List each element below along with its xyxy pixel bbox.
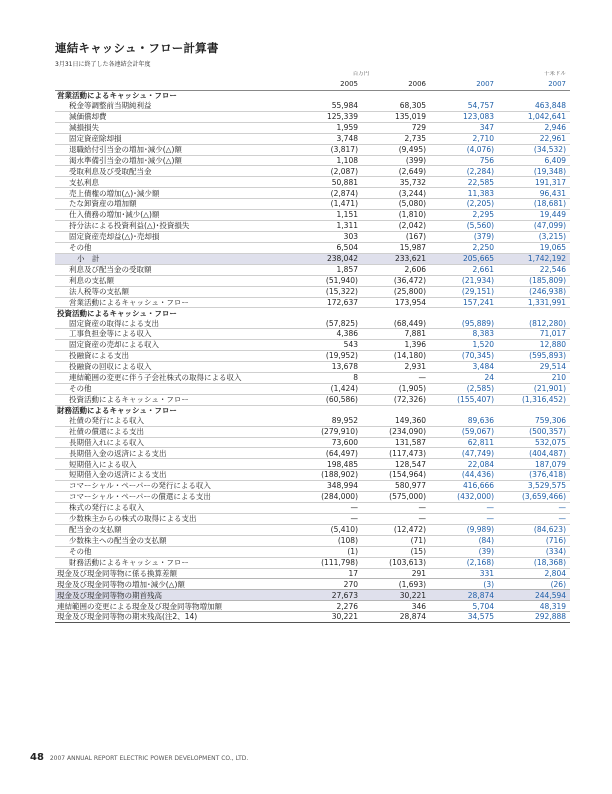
value-cell: 73,600: [292, 437, 362, 448]
value-cell: —: [430, 503, 498, 514]
row-label: 渇水準備引当金の増加･減少(△)額: [55, 155, 292, 166]
value-cell: 135,019: [362, 111, 430, 122]
value-cell: —: [362, 503, 430, 514]
table-row: [55, 329, 570, 340]
row-label: 支払利息: [55, 177, 292, 188]
value-cell: (25,800): [362, 286, 430, 297]
row-label: 投資活動によるキャッシュ・フロー: [55, 394, 292, 405]
year-header: 2007: [498, 79, 570, 91]
value-cell: 729: [362, 122, 430, 133]
table-row: [55, 437, 570, 448]
value-cell: 1,331,991: [498, 297, 570, 308]
value-cell: 331: [430, 568, 498, 579]
section-header: 営業活動によるキャッシュ・フロー: [55, 91, 570, 101]
value-cell: (1,810): [362, 210, 430, 221]
value-cell: (2,042): [362, 221, 430, 232]
row-label: 投融資の回収による収入: [55, 362, 292, 373]
table-row: [55, 340, 570, 351]
row-label: 連結範囲の変更に伴う子会社株式の取得による収入: [55, 372, 292, 383]
row-label: 受取利息及び受取配当金: [55, 166, 292, 177]
value-cell: —: [292, 513, 362, 524]
value-cell: 7,881: [362, 329, 430, 340]
value-cell: 24: [430, 372, 498, 383]
value-cell: 463,848: [498, 101, 570, 111]
value-cell: (57,825): [292, 318, 362, 328]
value-cell: 303: [292, 231, 362, 242]
row-label: 仕入債務の増加･減少(△)額: [55, 210, 292, 221]
value-cell: (117,473): [362, 448, 430, 459]
table-row: [55, 546, 570, 557]
value-cell: (5,080): [362, 199, 430, 210]
table-row: [55, 503, 570, 514]
row-label: 現金及び現金同等物に係る換算差額: [55, 568, 292, 579]
value-cell: 580,977: [362, 481, 430, 492]
value-cell: (284,000): [292, 492, 362, 503]
row-label: 持分法による投資利益(△)･投資損失: [55, 221, 292, 232]
value-cell: (376,418): [498, 470, 570, 481]
value-cell: (334): [498, 546, 570, 557]
value-cell: (575,000): [362, 492, 430, 503]
value-cell: 416,666: [430, 481, 498, 492]
year-header: 2007: [430, 79, 498, 91]
value-cell: (595,893): [498, 351, 570, 362]
value-cell: 2,735: [362, 133, 430, 144]
value-cell: —: [498, 503, 570, 514]
table-row: [55, 590, 570, 601]
value-cell: (812,280): [498, 318, 570, 328]
value-cell: (716): [498, 535, 570, 546]
year-header: 2005: [292, 79, 362, 91]
value-cell: 19,065: [498, 242, 570, 253]
value-cell: (84,623): [498, 524, 570, 535]
value-cell: 19,449: [498, 210, 570, 221]
value-cell: 2,250: [430, 242, 498, 253]
table-row: [55, 144, 570, 155]
value-cell: 1,742,192: [498, 253, 570, 264]
value-cell: (2,284): [430, 166, 498, 177]
value-cell: 62,811: [430, 437, 498, 448]
value-cell: —: [498, 513, 570, 524]
table-row: [55, 557, 570, 568]
page-footer: [30, 752, 248, 763]
value-cell: (12,472): [362, 524, 430, 535]
table-row: [55, 470, 570, 481]
table-row: [55, 535, 570, 546]
row-label: 財務活動によるキャッシュ・フロー: [55, 557, 292, 568]
value-cell: 3,529,575: [498, 481, 570, 492]
value-cell: 8,383: [430, 329, 498, 340]
row-label: 長期借入金の返済による支出: [55, 448, 292, 459]
table-row: [55, 612, 570, 623]
table-row: [55, 210, 570, 221]
table-row: [55, 199, 570, 210]
value-cell: (64,497): [292, 448, 362, 459]
table-row: [55, 481, 570, 492]
table-row: [55, 426, 570, 437]
value-cell: (71): [362, 535, 430, 546]
value-cell: 2,276: [292, 601, 362, 612]
value-cell: 35,732: [362, 177, 430, 188]
value-cell: 270: [292, 579, 362, 590]
unit-usd: 千米ドル: [544, 71, 567, 78]
value-cell: 68,305: [362, 101, 430, 111]
row-label: 工事負担金等による収入: [55, 329, 292, 340]
value-cell: (3,244): [362, 188, 430, 199]
value-cell: 30,221: [292, 612, 362, 623]
value-cell: (68,449): [362, 318, 430, 328]
row-label: 少数株主からの株式の取得による支出: [55, 513, 292, 524]
table-row: [55, 492, 570, 503]
table-row: [55, 416, 570, 426]
row-label: 配当金の支払額: [55, 524, 292, 535]
value-cell: 8: [292, 372, 362, 383]
value-cell: 128,547: [362, 459, 430, 470]
value-cell: 2,946: [498, 122, 570, 133]
value-cell: (404,487): [498, 448, 570, 459]
value-cell: (1,905): [362, 383, 430, 394]
value-cell: 2,804: [498, 568, 570, 579]
value-cell: 28,874: [362, 612, 430, 623]
row-label: 株式の発行による収入: [55, 503, 292, 514]
value-cell: 22,585: [430, 177, 498, 188]
value-cell: (3,215): [498, 231, 570, 242]
value-cell: (60,586): [292, 394, 362, 405]
value-cell: (3,817): [292, 144, 362, 155]
value-cell: 55,984: [292, 101, 362, 111]
table-row: [55, 253, 570, 264]
table-row: [55, 568, 570, 579]
value-cell: (103,613): [362, 557, 430, 568]
table-row: [55, 166, 570, 177]
value-cell: 2,295: [430, 210, 498, 221]
value-cell: (14,180): [362, 351, 430, 362]
value-cell: 123,083: [430, 111, 498, 122]
value-cell: 28,874: [430, 590, 498, 601]
value-cell: 347: [430, 122, 498, 133]
value-cell: (36,472): [362, 275, 430, 286]
value-cell: 348,994: [292, 481, 362, 492]
value-cell: (154,964): [362, 470, 430, 481]
value-cell: 149,360: [362, 416, 430, 426]
value-cell: 71,017: [498, 329, 570, 340]
value-cell: (15): [362, 546, 430, 557]
value-cell: (1,424): [292, 383, 362, 394]
value-cell: 292,888: [498, 612, 570, 623]
value-cell: 96,431: [498, 188, 570, 199]
section-header: 投資活動によるキャッシュ・フロー: [55, 308, 570, 318]
table-row: [55, 513, 570, 524]
value-cell: (9,989): [430, 524, 498, 535]
value-cell: 34,575: [430, 612, 498, 623]
table-row: [55, 221, 570, 232]
value-cell: (47,099): [498, 221, 570, 232]
footer-text: 2007 ANNUAL REPORT ELECTRIC POWER DEVELOPMENT CO., LTD.: [49, 755, 249, 762]
unit-row: [55, 71, 570, 79]
value-cell: (432,000): [430, 492, 498, 503]
value-cell: (72,326): [362, 394, 430, 405]
value-cell: 532,075: [498, 437, 570, 448]
value-cell: —: [292, 503, 362, 514]
row-label: その他: [55, 242, 292, 253]
value-cell: (279,910): [292, 426, 362, 437]
value-cell: 17: [292, 568, 362, 579]
table-row: [55, 133, 570, 144]
value-cell: 3,748: [292, 133, 362, 144]
section-header: 財務活動によるキャッシュ・フロー: [55, 405, 570, 415]
value-cell: (2,168): [430, 557, 498, 568]
table-row: [55, 459, 570, 470]
row-label: 退職給付引当金の増加･減少(△)額: [55, 144, 292, 155]
value-cell: (39): [430, 546, 498, 557]
row-label: コマーシャル・ペーパーの発行による収入: [55, 481, 292, 492]
value-cell: (18,368): [498, 557, 570, 568]
value-cell: (21,901): [498, 383, 570, 394]
value-cell: 205,665: [430, 253, 498, 264]
table-row: [55, 286, 570, 297]
row-label: 社債の償還による支出: [55, 426, 292, 437]
value-cell: (44,436): [430, 470, 498, 481]
value-cell: 291: [362, 568, 430, 579]
table-row: [55, 297, 570, 308]
table-row: [55, 155, 570, 166]
row-label: 法人税等の支払額: [55, 286, 292, 297]
value-cell: —: [362, 513, 430, 524]
value-cell: (155,407): [430, 394, 498, 405]
value-cell: (185,809): [498, 275, 570, 286]
value-cell: 125,339: [292, 111, 362, 122]
value-cell: (246,938): [498, 286, 570, 297]
value-cell: 198,485: [292, 459, 362, 470]
value-cell: 29,514: [498, 362, 570, 373]
row-label: 減損損失: [55, 122, 292, 133]
value-cell: (47,749): [430, 448, 498, 459]
row-label: 短期借入金の返済による支出: [55, 470, 292, 481]
value-cell: 131,587: [362, 437, 430, 448]
cash-flow-table-body: [55, 71, 570, 623]
value-cell: 244,594: [498, 590, 570, 601]
value-cell: (2,205): [430, 199, 498, 210]
value-cell: —: [430, 513, 498, 524]
table-row: [55, 448, 570, 459]
value-cell: 48,319: [498, 601, 570, 612]
value-cell: (500,357): [498, 426, 570, 437]
value-cell: (5,560): [430, 221, 498, 232]
value-cell: (1,693): [362, 579, 430, 590]
table-row: [55, 177, 570, 188]
value-cell: (2,087): [292, 166, 362, 177]
table-row: [55, 383, 570, 394]
row-label: 小 計: [55, 253, 292, 264]
table-row: [55, 188, 570, 199]
value-cell: (95,889): [430, 318, 498, 328]
value-cell: (84): [430, 535, 498, 546]
table-row: [55, 264, 570, 275]
section-header-row: [55, 405, 570, 415]
value-cell: 346: [362, 601, 430, 612]
row-label: 固定資産除却損: [55, 133, 292, 144]
value-cell: (21,934): [430, 275, 498, 286]
value-cell: 2,606: [362, 264, 430, 275]
value-cell: (399): [362, 155, 430, 166]
table-row: [55, 111, 570, 122]
row-label: 現金及び現金同等物の期末残高(注2、14): [55, 612, 292, 623]
value-cell: (1): [292, 546, 362, 557]
row-label: 少数株主への配当金の支払額: [55, 535, 292, 546]
cash-flow-table: [55, 71, 570, 623]
value-cell: (108): [292, 535, 362, 546]
page-number: 48: [30, 752, 44, 763]
value-cell: (15,322): [292, 286, 362, 297]
row-label: 連結範囲の変更による現金及び現金同等物増加額: [55, 601, 292, 612]
row-label: 売上債権の増加(△)･減少額: [55, 188, 292, 199]
row-label: コマーシャル・ペーパーの償還による支出: [55, 492, 292, 503]
row-label: 税金等調整前当期純利益: [55, 101, 292, 111]
value-cell: 1,857: [292, 264, 362, 275]
value-cell: 30,221: [362, 590, 430, 601]
value-cell: 22,961: [498, 133, 570, 144]
value-cell: 89,636: [430, 416, 498, 426]
value-cell: 4,386: [292, 329, 362, 340]
value-cell: 173,954: [362, 297, 430, 308]
value-cell: (234,090): [362, 426, 430, 437]
value-cell: 759,306: [498, 416, 570, 426]
value-cell: (29,151): [430, 286, 498, 297]
value-cell: 1,520: [430, 340, 498, 351]
row-label: 固定資産の取得による支出: [55, 318, 292, 328]
table-row: [55, 601, 570, 612]
value-cell: 89,952: [292, 416, 362, 426]
year-header-row: [55, 79, 570, 91]
row-label: 利息及び配当金の受取額: [55, 264, 292, 275]
value-cell: 13,678: [292, 362, 362, 373]
value-cell: 11,383: [430, 188, 498, 199]
value-cell: 191,317: [498, 177, 570, 188]
row-label: 投融資による支出: [55, 351, 292, 362]
value-cell: (70,345): [430, 351, 498, 362]
value-cell: (5,410): [292, 524, 362, 535]
value-cell: 543: [292, 340, 362, 351]
row-label: その他: [55, 383, 292, 394]
value-cell: (18,681): [498, 199, 570, 210]
value-cell: (1,471): [292, 199, 362, 210]
value-cell: 1,042,641: [498, 111, 570, 122]
value-cell: (379): [430, 231, 498, 242]
value-cell: 1,151: [292, 210, 362, 221]
table-row: [55, 579, 570, 590]
value-cell: 6,504: [292, 242, 362, 253]
value-cell: (2,874): [292, 188, 362, 199]
value-cell: —: [362, 372, 430, 383]
value-cell: 3,484: [430, 362, 498, 373]
section-header-row: [55, 308, 570, 318]
value-cell: 54,757: [430, 101, 498, 111]
value-cell: (188,902): [292, 470, 362, 481]
table-row: [55, 362, 570, 373]
page-title: 連結キャッシュ・フロー計算書: [55, 41, 219, 55]
value-cell: 2,710: [430, 133, 498, 144]
row-label: 現金及び現金同等物の増加･減少(△)額: [55, 579, 292, 590]
value-cell: 172,637: [292, 297, 362, 308]
value-cell: 2,931: [362, 362, 430, 373]
value-cell: 22,084: [430, 459, 498, 470]
table-row: [55, 101, 570, 111]
value-cell: (34,532): [498, 144, 570, 155]
table-row: [55, 524, 570, 535]
value-cell: 238,042: [292, 253, 362, 264]
section-header-row: [55, 91, 570, 101]
value-cell: 27,673: [292, 590, 362, 601]
value-cell: 1,396: [362, 340, 430, 351]
value-cell: 5,704: [430, 601, 498, 612]
row-label: 現金及び現金同等物の期首残高: [55, 590, 292, 601]
value-cell: (19,952): [292, 351, 362, 362]
value-cell: (4,076): [430, 144, 498, 155]
table-row: [55, 372, 570, 383]
row-label: たな卸資産の増加額: [55, 199, 292, 210]
table-row: [55, 242, 570, 253]
value-cell: 12,880: [498, 340, 570, 351]
value-cell: (26): [498, 579, 570, 590]
value-cell: (2,585): [430, 383, 498, 394]
value-cell: (19,348): [498, 166, 570, 177]
value-cell: 15,987: [362, 242, 430, 253]
value-cell: (111,798): [292, 557, 362, 568]
value-cell: (1,316,452): [498, 394, 570, 405]
value-cell: (9,495): [362, 144, 430, 155]
value-cell: (3): [430, 579, 498, 590]
value-cell: (3,659,466): [498, 492, 570, 503]
year-header: 2006: [362, 79, 430, 91]
row-label: 営業活動によるキャッシュ・フロー: [55, 297, 292, 308]
row-label: 長期借入れによる収入: [55, 437, 292, 448]
row-label: 固定資産売却益(△)･売却損: [55, 231, 292, 242]
row-label: その他: [55, 546, 292, 557]
value-cell: 187,079: [498, 459, 570, 470]
value-cell: 157,241: [430, 297, 498, 308]
value-cell: (51,940): [292, 275, 362, 286]
table-row: [55, 122, 570, 133]
page-subtitle: 3月31日に終了した各連結会計年度: [55, 61, 151, 68]
value-cell: (2,649): [362, 166, 430, 177]
value-cell: 1,959: [292, 122, 362, 133]
table-row: [55, 231, 570, 242]
value-cell: 756: [430, 155, 498, 166]
value-cell: 6,409: [498, 155, 570, 166]
value-cell: 210: [498, 372, 570, 383]
row-label: 利息の支払額: [55, 275, 292, 286]
row-label: 短期借入による収入: [55, 459, 292, 470]
value-cell: (167): [362, 231, 430, 242]
table-row: [55, 394, 570, 405]
table-row: [55, 351, 570, 362]
value-cell: 2,661: [430, 264, 498, 275]
value-cell: 1,108: [292, 155, 362, 166]
value-cell: 1,311: [292, 221, 362, 232]
table-row: [55, 275, 570, 286]
value-cell: 50,881: [292, 177, 362, 188]
row-label: 固定資産の売却による収入: [55, 340, 292, 351]
value-cell: (59,067): [430, 426, 498, 437]
value-cell: 233,621: [362, 253, 430, 264]
table-row: [55, 318, 570, 328]
row-label: 減価償却費: [55, 111, 292, 122]
row-label: 社債の発行による収入: [55, 416, 292, 426]
value-cell: 22,546: [498, 264, 570, 275]
unit-jpy: 百万円: [352, 71, 370, 78]
